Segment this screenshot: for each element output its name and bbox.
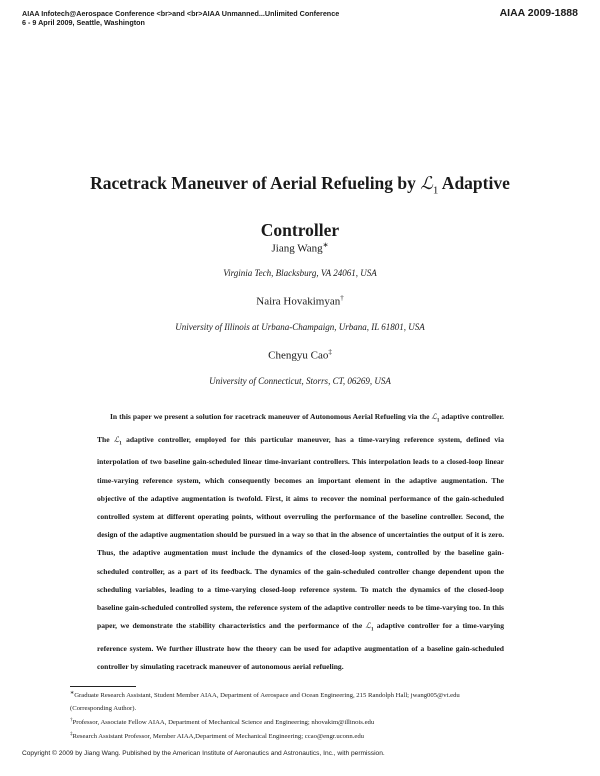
footnote — [70, 715, 540, 730]
paper-title — [60, 164, 540, 250]
conference-line-2: 6 - 9 April 2009, Seattle, Washington — [22, 18, 145, 27]
footnote — [70, 688, 540, 703]
author-name: Jiang Wang — [271, 242, 323, 255]
footnote-text: Professor, Associate Fellow AIAA, Department of Mechanical Science and Engineering; nhovakim@illinois.edu — [72, 719, 375, 727]
footnote-text: Graduate Research Assistant, Student Member AIAA, Department of Aerospace and Ocean Engineering, 215 Randolph Hall; jwang005@vt.edu — [74, 692, 460, 700]
abstract-seg-1: In this paper we present a solution for racetrack maneuver of Autonomous Aerial Refueling via the — [110, 412, 432, 421]
author-2 — [0, 294, 600, 308]
l1-symbol: ℒ — [365, 621, 371, 631]
footnote-mark: ‡ — [70, 732, 73, 738]
copyright-notice: Copyright © 2009 by Jiang Wang. Published by the American Institute of Aeronautics and Astronautics, Inc., with permission. — [22, 750, 385, 757]
l1-subscript: 1 — [119, 441, 122, 447]
footnote-text: Research Assistant Professor, Member AIAA,Department of Mechanical Engineering; ccao@engr.uconn.edu — [72, 733, 365, 741]
l1-subscript: 1 — [432, 184, 439, 197]
footnotes — [70, 688, 540, 744]
title-line-2: Controller — [260, 219, 340, 240]
footnote — [70, 729, 540, 744]
title-text: Racetrack Maneuver of Aerial Refueling by — [90, 173, 421, 193]
footnote-mark: ∗ — [70, 691, 75, 696]
abstract-seg-4: adaptive controller for a time-varying reference system. We further illustrate how the theory can be used for adaptive augmentation of a baseline gain-scheduled controller by simulating racetrack maneuver of autonomous aerial refueling. — [97, 621, 504, 672]
author-mark: † — [340, 294, 344, 302]
footnote — [70, 703, 540, 715]
author-name: Naira Hovakimyan — [256, 295, 341, 308]
paper-number: AIAA 2009-1888 — [499, 7, 578, 19]
l1-subscript: 1 — [370, 627, 374, 633]
abstract-seg-2: adaptive controller. The — [97, 412, 504, 444]
l1-symbol: ℒ — [113, 434, 120, 444]
author-mark: ∗ — [322, 241, 329, 249]
affiliation-3: University of Connecticut, Storrs, CT, 06269, USA — [209, 376, 391, 386]
conference-line-1: AIAA Infotech@Aerospace Conference <br>and <br>AIAA Unmanned...Unlimited Conference — [22, 9, 340, 18]
title-text-end: Adaptive — [438, 173, 510, 193]
l1-subscript: 1 — [436, 418, 440, 424]
abstract-seg-3: adaptive controller, employed for this particular maneuver, has a time-varying reference system, defined via interpolation of two baseline gain-scheduled linear time-invariant controllers. This interpolation leads to a closed-loop linear time-varying reference system, which consequently becomes an important element in the adaptive augmentation. The objective of the adaptive augmentation is twofold. First, it aims to recover the nominal performance of the gain-scheduled controlled system at different operating points, without overruling the performance of the baseline controller. Second, the design of the adaptive augmentation should be pursued in a way so that in the absence of uncertainties the output of it is zero. Thus, the adaptive augmentation must include the dynamics of the closed-loop system, controlled by the baseline gain-scheduled controller, as a part of its feedback. The dynamics of the gain-scheduled controller change dependent upon the scheduling variables, leading to a time-varying closed-loop reference system. To match the dynamics of the closed-loop baseline gain-scheduled controlled system, the reference system of the adaptive controller needs to be time-varying too. In this paper, we demonstrate the stability characteristics and the performance of the — [97, 434, 504, 631]
affiliation-2: University of Illinois at Urbana-Champaign, Urbana, IL 61801, USA — [175, 322, 425, 332]
l1-symbol: ℒ — [420, 174, 433, 194]
abstract — [97, 408, 504, 676]
author-1 — [0, 241, 600, 255]
author-mark: ‡ — [328, 348, 332, 356]
footnote-divider — [70, 686, 136, 687]
footnote-text: (Corresponding Author). — [70, 704, 137, 712]
author-3 — [0, 348, 600, 362]
footnote-mark: † — [70, 717, 73, 723]
author-name: Chengyu Cao — [268, 349, 329, 362]
conference-header — [22, 9, 339, 27]
l1-symbol: ℒ — [431, 412, 437, 421]
affiliation-1: Virginia Tech, Blacksburg, VA 24061, USA — [223, 268, 377, 278]
